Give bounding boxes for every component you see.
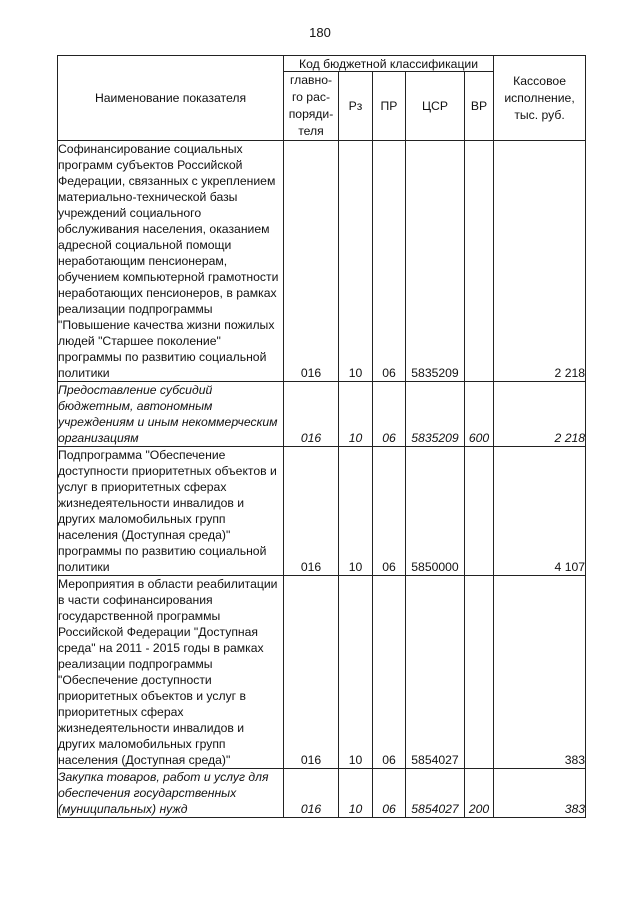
header-rz: Рз bbox=[339, 72, 373, 141]
table-row bbox=[58, 382, 586, 447]
header-csr: ЦСР bbox=[406, 72, 465, 141]
row-grbs: 016 bbox=[284, 769, 339, 818]
row-vr: 200 bbox=[465, 769, 494, 818]
row-pr: 06 bbox=[373, 769, 406, 818]
row-pr: 06 bbox=[373, 141, 406, 382]
row-name: Предоставление субсидий бюджетным, автономным учреждениям и иным некоммерческим организациям bbox=[58, 382, 284, 447]
row-sum: 383 bbox=[494, 769, 586, 818]
header-indicator-name: Наименование показателя bbox=[58, 56, 284, 141]
row-sum: 383 bbox=[494, 576, 586, 769]
table-row bbox=[58, 769, 586, 818]
row-sum: 2 218 bbox=[494, 382, 586, 447]
table-row bbox=[58, 447, 586, 576]
table-row bbox=[58, 141, 586, 382]
row-vr bbox=[465, 447, 494, 576]
row-vr bbox=[465, 576, 494, 769]
row-pr: 06 bbox=[373, 382, 406, 447]
budget-table bbox=[57, 55, 586, 818]
row-csr: 5854027 bbox=[406, 769, 465, 818]
row-csr: 5850000 bbox=[406, 447, 465, 576]
row-name: Закупка товаров, работ и услуг для обеспечения государственных (муниципальных) нужд bbox=[58, 769, 284, 818]
table-row bbox=[58, 576, 586, 769]
row-rz: 10 bbox=[339, 576, 373, 769]
page-number: 180 bbox=[309, 25, 331, 40]
row-grbs: 016 bbox=[284, 576, 339, 769]
row-grbs: 016 bbox=[284, 447, 339, 576]
row-csr: 5835209 bbox=[406, 141, 465, 382]
row-grbs: 016 bbox=[284, 382, 339, 447]
row-rz: 10 bbox=[339, 447, 373, 576]
row-name: Подпрограмма "Обеспечение доступности приоритетных объектов и услуг в приоритетных сферах жизнедеятельности инвалидов и других маломобильных групп населения (Доступная среда)" программы по развитию социальной политики bbox=[58, 447, 284, 576]
row-csr: 5835209 bbox=[406, 382, 465, 447]
row-name: Мероприятия в области реабилитации в части софинансирования государственной программы Российской Федерации "Доступная среда" на 2011 - 2015 годы в рамках реализации подпрограммы "Обеспечение доступности приоритетных объектов и услуг в приоритетных сферах жизнедеятельности инвалидов и других маломобильных групп населения (Доступная среда)" bbox=[58, 576, 284, 769]
header-pr: ПР bbox=[373, 72, 406, 141]
row-vr bbox=[465, 141, 494, 382]
row-csr: 5854027 bbox=[406, 576, 465, 769]
row-sum: 2 218 bbox=[494, 141, 586, 382]
row-rz: 10 bbox=[339, 769, 373, 818]
header-budget-classification: Код бюджетной классификации bbox=[284, 56, 494, 72]
row-rz: 10 bbox=[339, 382, 373, 447]
row-vr: 600 bbox=[465, 382, 494, 447]
row-grbs: 016 bbox=[284, 141, 339, 382]
header-vr: ВР bbox=[465, 72, 494, 141]
row-pr: 06 bbox=[373, 447, 406, 576]
row-pr: 06 bbox=[373, 576, 406, 769]
row-rz: 10 bbox=[339, 141, 373, 382]
header-cash-execution: Кассовое исполнение, тыс. руб. bbox=[494, 56, 586, 141]
header-row-group bbox=[58, 56, 586, 72]
row-name: Софинансирование социальных программ субъектов Российской Федерации, связанных с укреплением материально-технической базы учреждений социального обслуживания населения, оказанием адресной социальной помощи неработающим пенсионерам, обучением компьютерной грамотности неработающих пенсионеров, в рамках реализации подпрограммы "Повышение качества жизни пожилых людей "Старшее поколение" программы по развитию социальной политики bbox=[58, 141, 284, 382]
header-grbs: главно- го рас- поряди- теля bbox=[284, 72, 339, 141]
row-sum: 4 107 bbox=[494, 447, 586, 576]
